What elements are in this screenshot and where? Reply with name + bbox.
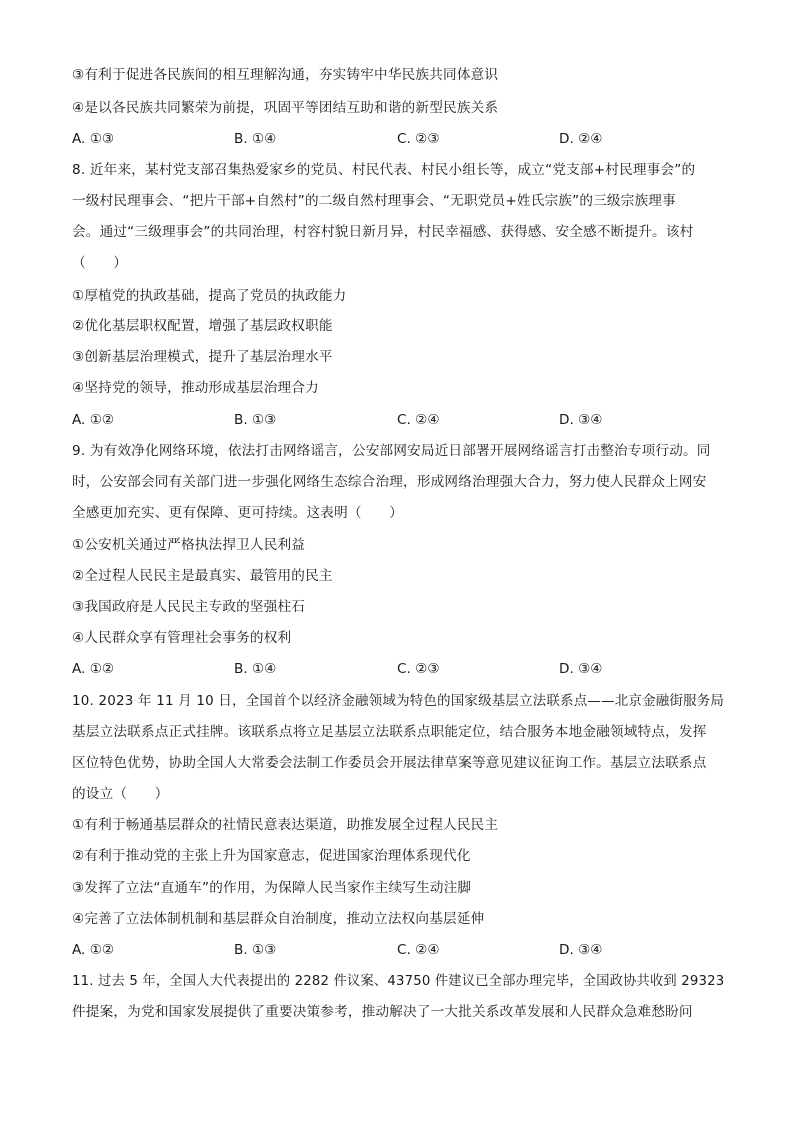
q8-stem-line-2: 一级村民理事会、“把片干部+自然村”的二级自然村理事会、“无职党员+姓氏宗族”的三级宗族理事 [72, 193, 676, 209]
option-b: B. ①④ [234, 661, 277, 677]
q9-statement-4: ④人民群众享有管理社会事务的权利 [72, 630, 292, 646]
option-a: A. ①② [72, 661, 115, 677]
option-a: A. ①② [72, 412, 115, 428]
option-c: C. ②④ [397, 412, 440, 428]
q8-statement-3: ③创新基层治理模式，提升了基层治理水平 [72, 349, 333, 365]
q11-stem-line-2: 件提案，为党和国家发展提供了重要决策参考，推动解决了一大批关系改革发展和人民群众急难愁盼问 [72, 1004, 693, 1020]
q8-statement-1: ①厚植党的执政基础，提高了党员的执政能力 [72, 288, 347, 304]
option-a: A. ①② [72, 942, 115, 958]
q8-statement-4: ④坚持党的领导，推动形成基层治理合力 [72, 380, 319, 396]
option-d: D. ②④ [559, 131, 603, 147]
prev-statement-4: ④是以各民族共同繁荣为前提，巩固平等团结互助和谐的新型民族关系 [72, 100, 499, 116]
q10-statement-4: ④完善了立法体制机制和基层群众自治制度，推动立法权向基层延伸 [72, 911, 485, 927]
q9-statement-2: ②全过程人民民主是最真实、最管用的民主 [72, 568, 333, 584]
option-d: D. ③④ [559, 661, 603, 677]
q9-stem-line-2: 时，公安部会同有关部门进一步强化网络生态综合治理，形成网络治理强大合力，努力使人民群众上网安 [72, 474, 707, 490]
q10-statement-3: ③发挥了立法“直通车”的作用，为保障人民当家作主续写生动注脚 [72, 880, 472, 896]
q9-options [72, 659, 732, 679]
option-b: B. ①③ [234, 412, 277, 428]
q9-statement-3: ③我国政府是人民民主专政的坚强柱石 [72, 599, 306, 615]
q8-stem-line-3: 会。通过“三级理事会”的共同治理，村容村貌日新月异，村民幸福感、获得感、安全感不断提升。该村 [72, 224, 694, 240]
q8-answer-blank: （ ） [72, 255, 128, 271]
q10-stem-line-3: 区位特色优势，协助全国人大常委会法制工作委员会开展法律草案等意见建议征询工作。基层立法联系点 [72, 755, 707, 771]
q10-stem-line-2: 基层立法联系点正式挂牌。该联系点将立足基层立法联系点职能定位，结合服务本地金融领域特点，发挥 [72, 724, 707, 740]
option-d: D. ③④ [559, 942, 603, 958]
q8-statement-2: ②优化基层职权配置，增强了基层政权职能 [72, 318, 333, 334]
option-c: C. ②③ [397, 661, 440, 677]
q10-options [72, 940, 732, 960]
option-d: D. ③④ [559, 412, 603, 428]
q9-stem-line-1: 9. 为有效净化网络环境，依法打击网络谣言，公安部网安局近日部署开展网络谣言打击整治专项行动。同 [72, 443, 711, 459]
q8-options [72, 410, 732, 430]
prev-statement-3: ③有利于促进各民族间的相互理解沟通，夯实铸牢中华民族共同体意识 [72, 67, 499, 83]
q9-statement-1: ①公安机关通过严格执法捍卫人民利益 [72, 537, 306, 553]
option-b: B. ①③ [234, 942, 277, 958]
q10-stem-line-1: 10. 2023 年 11 月 10 日，全国首个以经济金融领域为特色的国家级基层立法联系点——北京金融街服务局 [72, 693, 725, 709]
q10-statement-1: ①有利于畅通基层群众的社情民意表达渠道，助推发展全过程人民民主 [72, 817, 499, 833]
q10-statement-2: ②有利于推动党的主张上升为国家意志，促进国家治理体系现代化 [72, 848, 471, 864]
option-a: A. ①③ [72, 131, 115, 147]
q11-stem-line-1: 11. 过去 5 年，全国人大代表提出的 2282 件议案、43750 件建议已全部办理完毕，全国政协共收到 29323 [72, 973, 725, 989]
q10-stem-line-4: 的设立（ ） [72, 786, 169, 802]
option-c: C. ②③ [397, 131, 440, 147]
option-b: B. ①④ [234, 131, 277, 147]
q9-stem-line-3: 全感更加充实、更有保障、更可持续。这表明（ ） [72, 505, 404, 521]
q8-stem-line-1: 8. 近年来，某村党支部召集热爱家乡的党员、村民代表、村民小组长等，成立“党支部+村民理事会”的 [72, 162, 696, 178]
option-c: C. ②④ [397, 942, 440, 958]
prev-options [72, 129, 732, 149]
